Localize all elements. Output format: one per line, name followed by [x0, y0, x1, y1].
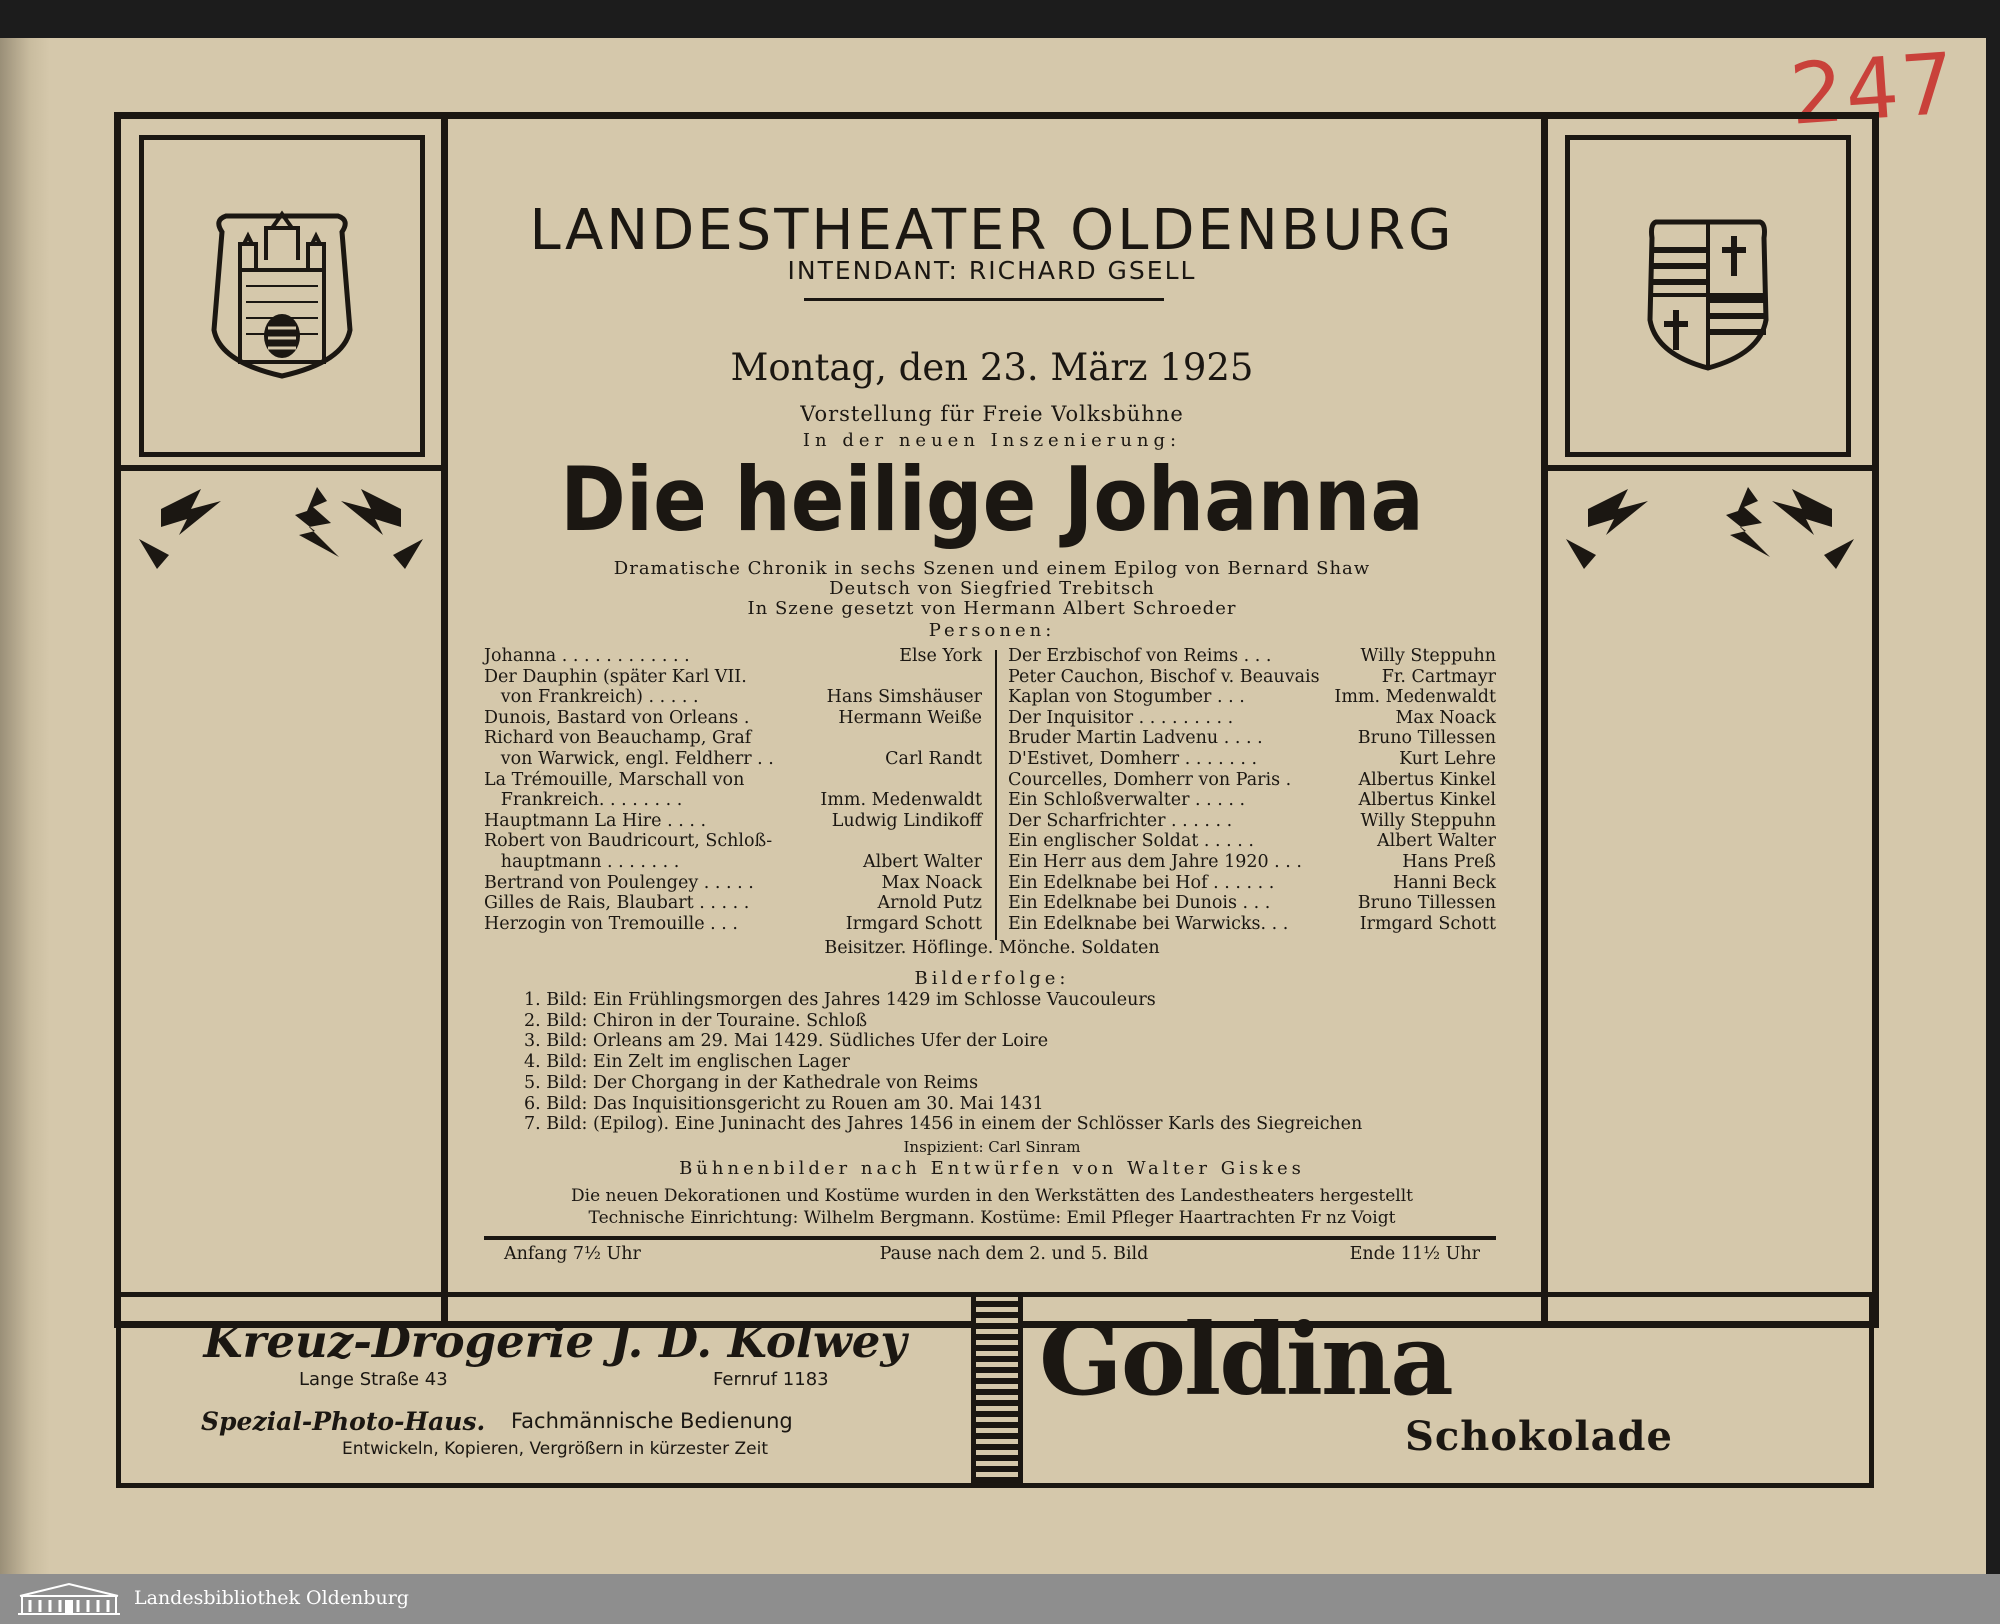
photo-house: Spezial-Photo-Haus. [201, 1407, 486, 1436]
extras-line: Beisitzer. Höflinge. Mönche. Soldaten [824, 938, 1160, 958]
cast-actor: Kurt Lehre [1399, 748, 1496, 769]
scene-item: 5. Bild: Der Chorgang in der Kathedrale von Reims [524, 1072, 979, 1093]
scanned-page [0, 34, 1986, 1574]
cast-actor: Arnold Putz [877, 893, 982, 914]
pause-note: Pause nach dem 2. und 5. Bild [879, 1244, 1149, 1264]
cast-right-row [1008, 873, 1496, 894]
cast-actor: Max Noack [1395, 707, 1496, 728]
cast-role: La Trémouille, Marschall von [484, 769, 745, 790]
cast-left-row [484, 728, 982, 749]
cast-actor: Bruno Tillessen [1357, 893, 1496, 914]
cast-role: D'Estivet, Domherr . . . . . . . [1008, 748, 1258, 769]
cast-actor: Albertus Kinkel [1358, 790, 1496, 811]
cast-list-right [1008, 646, 1496, 934]
direction-credit: In Szene gesetzt von Hermann Albert Schroeder [747, 598, 1237, 619]
cast-actor: Imm. Medenwaldt [1334, 687, 1496, 708]
technical-credit: Technische Einrichtung: Wilhelm Bergmann. Kostüme: Emil Pfleger Haartrachten Fr nz Voigt [588, 1208, 1396, 1228]
cast-actor: Fr. Cartmayr [1381, 666, 1496, 687]
cast-right-row [1008, 708, 1496, 729]
cast-actor: Irmgard Schott [845, 913, 982, 934]
cast-left-row [484, 831, 982, 852]
cast-role: Courcelles, Domherr von Paris . [1008, 769, 1292, 790]
cast-role: Ein Edelknabe bei Warwicks. . . [1008, 913, 1289, 934]
cast-left-row [484, 852, 982, 873]
library-footer-bar [0, 1574, 2000, 1624]
goldina-brand: Goldina [1039, 1303, 1452, 1418]
cast-actor: Ludwig Lindikoff [831, 810, 982, 831]
cast-actor: Hermann Weiße [838, 707, 982, 728]
cast-role: Bertrand von Poulengey . . . . . [484, 872, 754, 893]
cast-left-row [484, 770, 982, 791]
oldenburg-shield-crest-icon [1570, 140, 1846, 452]
title-rule [804, 298, 1164, 301]
scene-item: 3. Bild: Orleans am 29. Mai 1429. Südliches Ufer der Loire [524, 1031, 1049, 1052]
cast-left-row [484, 667, 982, 688]
cast-role: Johanna . . . . . . . . . . . . [484, 646, 690, 666]
cast-role: Peter Cauchon, Bischof v. Beauvais [1008, 666, 1320, 687]
cast-divider [995, 650, 997, 940]
cast-role: Richard von Beauchamp, Graf [484, 728, 752, 749]
cast-actor: Albertus Kinkel [1358, 769, 1496, 790]
cast-right-row [1008, 687, 1496, 708]
cast-actor: Albert Walter [862, 851, 982, 872]
cast-right-row [1008, 831, 1496, 852]
cast-left-row [484, 893, 982, 914]
cast-role: Gilles de Rais, Blaubart . . . . . [484, 893, 750, 914]
scene-item: 2. Bild: Chiron in der Touraine. Schloß [524, 1010, 868, 1031]
frame-divider-right [1541, 119, 1548, 1321]
translation-credit: Deutsch von Siegfried Trebitsch [829, 578, 1155, 599]
start-time: Anfang 7½ Uhr [504, 1244, 641, 1264]
cast-actor: Hans Simshäuser [826, 687, 982, 708]
theatre-name: LANDESTHEATER OLDENBURG [529, 198, 1455, 263]
lightning-ornament-right-icon [1548, 479, 1872, 579]
cast-actor: Else York [899, 646, 982, 666]
drugstore-address: Lange Straße 43 [299, 1369, 448, 1390]
drugstore-phone: Fernruf 1183 [713, 1369, 829, 1390]
cast-actor: Irmgard Schott [1359, 913, 1496, 934]
cast-role: hauptmann . . . . . . . [484, 851, 680, 872]
performance-occasion: Vorstellung für Freie Volksbühne [800, 402, 1184, 426]
advertisement-strip [116, 1292, 1874, 1488]
cast-left-row [484, 914, 982, 935]
cast-role: Bruder Martin Ladvenu . . . . [1008, 728, 1263, 749]
scene-item: 7. Bild: (Epilog). Eine Juninacht des Jahres 1456 in einem der Schlösser Karls des Siegreichen [524, 1114, 1363, 1135]
cast-role: Herzogin von Tremouille . . . [484, 913, 738, 934]
cast-actor: Imm. Medenwaldt [820, 790, 982, 811]
play-title: Die heilige Johanna [560, 448, 1424, 551]
cast-role: Der Erzbischof von Reims . . . [1008, 646, 1272, 666]
frame-rule-left [121, 465, 441, 471]
cast-left-row [484, 749, 982, 770]
frame-rule-right [1548, 465, 1872, 471]
cast-actor: Willy Steppuhn [1360, 810, 1496, 831]
end-time: Ende 11½ Uhr [1349, 1244, 1480, 1264]
stage-manager-credit: Inspizient: Carl Sinram [903, 1138, 1081, 1156]
cast-role: Der Inquisitor . . . . . . . . . [1008, 707, 1234, 728]
cast-actor: Hans Preß [1402, 851, 1496, 872]
lightning-ornament-left-icon [121, 479, 441, 579]
service-note: Fachmännische Bedienung [511, 1409, 793, 1433]
cast-role: Kaplan von Stogumber . . . [1008, 687, 1245, 708]
scene-item: 1. Bild: Ein Frühlingsmorgen des Jahres 1429 im Schlosse Vaucouleurs [524, 990, 1156, 1010]
cast-right-row [1008, 770, 1496, 791]
library-name[interactable]: Landesbibliothek Oldenburg [134, 1587, 409, 1609]
scene-item: 6. Bild: Das Inquisitionsgericht zu Rouen am 30. Mai 1431 [524, 1093, 1044, 1114]
drugstore-name: Kreuz-Drogerie J. D. Kolwey [203, 1315, 907, 1368]
cast-right-row [1008, 790, 1496, 811]
book-gutter-shadow [0, 38, 50, 1574]
cast-role: Frankreich. . . . . . . . [484, 790, 683, 811]
cast-actor: Bruno Tillessen [1357, 728, 1496, 749]
cast-right-row [1008, 728, 1496, 749]
cast-left-row [484, 646, 982, 667]
cast-list-left [484, 646, 982, 934]
cast-actor: Max Noack [881, 872, 982, 893]
cast-right-row [1008, 914, 1496, 935]
cast-right-row [1008, 749, 1496, 770]
cast-left-row [484, 790, 982, 811]
cast-heading: Personen: [928, 620, 1056, 641]
scene-item: 4. Bild: Ein Zelt im englischen Lager [524, 1052, 850, 1073]
cast-left-row [484, 687, 982, 708]
cast-actor: Hanni Beck [1392, 872, 1496, 893]
cast-role: Ein Edelknabe bei Dunois . . . [1008, 893, 1271, 914]
cast-role: Der Scharfrichter . . . . . . [1008, 810, 1233, 831]
cast-right-row [1008, 811, 1496, 832]
cast-actor: Albert Walter [1376, 831, 1496, 852]
scenes-heading: Bilderfolge: [914, 968, 1070, 989]
cast-left-row [484, 873, 982, 894]
cast-left-row [484, 708, 982, 729]
cast-role: Robert von Baudricourt, Schloß- [484, 831, 773, 852]
goldina-product: Schokolade [1405, 1413, 1673, 1460]
cast-right-row [1008, 667, 1496, 688]
scene-list [524, 990, 1362, 1135]
cast-role: Hauptmann La Hire . . . . [484, 810, 707, 831]
play-subtitle: Dramatische Chronik in sechs Szenen und einem Epilog von Bernard Shaw [613, 558, 1371, 579]
cast-left-row [484, 811, 982, 832]
performance-date: Montag, den 23. März 1925 [730, 346, 1254, 389]
coat-of-arms-box-right [1565, 135, 1851, 457]
page-number: 247 [1786, 34, 1960, 144]
cast-role: Der Dauphin (später Karl VII. [484, 666, 747, 687]
times-rule [484, 1236, 1496, 1240]
intendant: INTENDANT: RICHARD GSELL [787, 256, 1197, 285]
staging-note: In der neuen Inszenierung: [802, 430, 1182, 451]
cast-actor: Willy Steppuhn [1360, 646, 1496, 666]
cast-role: von Warwick, engl. Feldherr . . [484, 748, 774, 769]
oldenburg-castle-crest-icon [144, 140, 420, 452]
cast-role: Ein Herr aus dem Jahre 1920 . . . [1008, 851, 1302, 872]
library-building-icon[interactable] [16, 1582, 122, 1616]
cast-right-row [1008, 893, 1496, 914]
photo-services: Entwickeln, Kopieren, Vergrößern in kürzester Zeit [341, 1439, 769, 1459]
workshop-credit: Die neuen Dekorationen und Kostüme wurden in den Werkstätten des Landestheaters hergestellt [571, 1186, 1413, 1206]
cast-actor: Carl Randt [885, 748, 982, 769]
cast-role: Dunois, Bastard von Orleans . [484, 707, 750, 728]
cast-role: von Frankreich) . . . . . [484, 687, 699, 708]
ornament-divider [971, 1297, 1023, 1483]
cast-right-row [1008, 646, 1496, 667]
cast-right-row [1008, 852, 1496, 873]
cast-role: Ein Edelknabe bei Hof . . . . . . [1008, 872, 1275, 893]
cast-role: Ein englischer Soldat . . . . . [1008, 831, 1254, 852]
cast-role: Ein Schloßverwalter . . . . . [1008, 790, 1246, 811]
coat-of-arms-box-left [139, 135, 425, 457]
set-design-credit: Bühnenbilder nach Entwürfen von Walter Giskes [679, 1158, 1305, 1179]
program-content [444, 120, 1540, 1310]
